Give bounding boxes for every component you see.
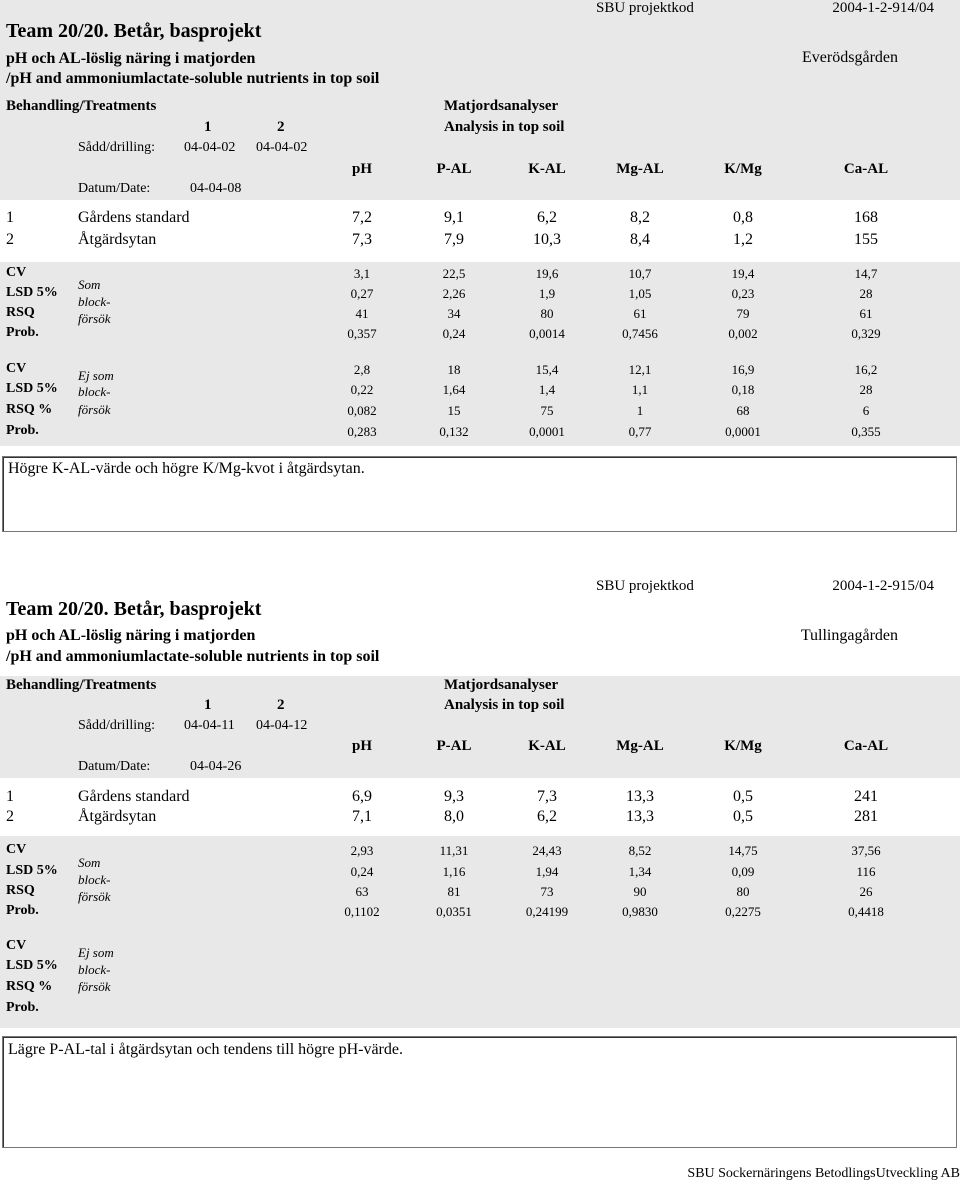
design-label: block- [78, 294, 111, 309]
stat-cell: 0,77 [628, 424, 652, 439]
col-number-2: 2 [277, 697, 285, 713]
value-cell: 8,4 [630, 231, 650, 248]
treatment-number: 2 [6, 231, 14, 248]
stat-cell: 11,31 [439, 843, 469, 858]
date-label: Datum/Date: [78, 759, 151, 774]
comment-box [2, 1036, 957, 1148]
stat-cell: 14,75 [728, 843, 758, 858]
stat-cell: 0,2275 [725, 904, 761, 919]
design-label: block- [78, 872, 111, 887]
header-k-al: K-AL [528, 161, 566, 177]
stat-cell: 19,6 [535, 266, 559, 281]
stat-cell: 0,0351 [436, 904, 472, 919]
stat-cell: 0,002 [728, 326, 758, 341]
stat-cell: 2,26 [442, 286, 466, 301]
stat-label: Prob. [6, 1000, 39, 1015]
subtitle-en: /pH and ammoniumlactate-soluble nutrients in top soil [6, 70, 380, 87]
design-label: Ej som [78, 945, 114, 960]
stat-label: Prob. [6, 903, 39, 918]
stat-label: CV [6, 265, 27, 280]
treatment-number: 2 [6, 808, 14, 825]
stat-label: RSQ [6, 883, 35, 898]
stat-cell: 80 [540, 306, 554, 321]
stat-cell: 16,9 [731, 362, 755, 377]
stat-cell: 1,34 [628, 864, 652, 879]
analyses-subtitle: Analysis in top soil [444, 119, 565, 135]
stat-cell: 26 [859, 884, 873, 899]
stat-cell: 6 [862, 403, 870, 418]
treatment-number: 1 [6, 209, 14, 226]
stat-cell: 8,52 [628, 843, 652, 858]
header-mg-al: Mg-AL [616, 161, 664, 177]
stat-cell: 61 [633, 306, 647, 321]
value-cell: 10,3 [533, 231, 561, 248]
analysis-date: 04-04-08 [190, 181, 242, 196]
subtitle-sv: pH och AL-löslig näring i matjorden [6, 50, 256, 67]
value-cell: 8,0 [444, 808, 464, 825]
report-title: Team 20/20. Betår, basprojekt [6, 20, 262, 42]
header-ca-al: Ca-AL [843, 161, 889, 177]
project-code-value: 2004-1-2-914/04 [832, 0, 934, 16]
stat-cell: 0,24 [442, 326, 466, 341]
treatment-name: Gårdens standard [78, 209, 190, 226]
stat-cell: 0,132 [439, 424, 469, 439]
value-cell: 1,2 [733, 231, 753, 248]
col-number-2: 2 [277, 119, 285, 135]
stat-cell: 12,1 [628, 362, 652, 377]
stat-label: Prob. [6, 325, 39, 340]
stat-cell: 80 [736, 884, 750, 899]
value-cell: 0,5 [733, 788, 753, 805]
stat-cell: 1,16 [442, 864, 466, 879]
analysis-date: 04-04-26 [190, 759, 242, 774]
value-cell: 7,3 [352, 231, 372, 248]
header-ph: pH [351, 738, 372, 754]
value-cell: 0,5 [733, 808, 753, 825]
header-k-mg: K/Mg [724, 738, 762, 754]
value-cell: 9,3 [444, 788, 464, 805]
subtitle-en: /pH and ammoniumlactate-soluble nutrients in top soil [6, 648, 380, 665]
stat-cell: 10,7 [628, 266, 652, 281]
stat-cell: 2,8 [353, 362, 371, 377]
stat-cell: 0,082 [347, 403, 377, 418]
stat-cell: 0,27 [350, 286, 374, 301]
header-mg-al: Mg-AL [616, 738, 664, 754]
value-cell: 155 [854, 231, 878, 248]
project-code-label: SBU projektkod [596, 0, 694, 16]
col-number-1: 1 [204, 119, 212, 135]
stat-label: CV [6, 361, 27, 376]
treatment-name: Åtgärdsytan [78, 231, 157, 248]
sowing-date-1: 04-04-02 [184, 140, 236, 155]
treatments-label: Behandling/Treatments [6, 677, 157, 693]
treatment-name: Gårdens standard [78, 788, 190, 805]
stat-cell: 0,23 [731, 286, 755, 301]
stat-label: LSD 5% [6, 958, 58, 973]
stat-cell: 75 [540, 403, 554, 418]
stat-cell: 0,09 [731, 864, 755, 879]
col-number-1: 1 [204, 697, 212, 713]
design-label: Som [78, 277, 101, 292]
farm-name: Tullingagården [800, 627, 898, 644]
project-code-label: SBU projektkod [596, 578, 694, 594]
header-k-al: K-AL [528, 738, 566, 754]
stat-label: LSD 5% [6, 285, 58, 300]
header-p-al: P-AL [436, 161, 472, 177]
stat-label: Prob. [6, 423, 39, 438]
value-cell: 13,3 [626, 788, 654, 805]
stat-cell: 0,0001 [725, 424, 761, 439]
value-cell: 7,2 [352, 209, 372, 226]
footer-company: SBU Sockernäringens BetodlingsUtveckling AB [687, 1166, 960, 1181]
stat-cell: 90 [633, 884, 647, 899]
design-label: försök [78, 979, 111, 994]
value-cell: 7,3 [537, 788, 557, 805]
subtitle-sv: pH och AL-löslig näring i matjorden [6, 627, 256, 644]
stat-cell: 1,05 [628, 286, 652, 301]
design-label: Som [78, 855, 101, 870]
value-cell: 7,9 [444, 231, 464, 248]
date-label: Datum/Date: [78, 181, 151, 196]
design-label: försök [78, 889, 111, 904]
stat-cell: 63 [355, 884, 369, 899]
value-cell: 6,2 [537, 209, 557, 226]
header-ph: pH [351, 161, 372, 177]
value-cell: 168 [854, 209, 878, 226]
stat-cell: 0,24199 [525, 904, 569, 919]
stat-label: LSD 5% [6, 381, 58, 396]
sowing-date-1: 04-04-11 [184, 718, 235, 733]
stat-cell: 116 [856, 864, 876, 879]
stat-cell: 1,64 [442, 382, 466, 397]
stat-cell: 28 [859, 286, 873, 301]
value-cell: 13,3 [626, 808, 654, 825]
stat-cell: 1,4 [538, 382, 556, 397]
sowing-date-2: 04-04-12 [256, 718, 308, 733]
stat-cell: 34 [447, 306, 461, 321]
stat-cell: 41 [355, 306, 369, 321]
stat-cell: 0,0014 [529, 326, 565, 341]
stat-cell: 3,1 [353, 266, 371, 281]
sowing-label: Sådd/drilling: [78, 718, 155, 733]
stat-label: LSD 5% [6, 863, 58, 878]
comment-text: Högre K-AL-värde och högre K/Mg-kvot i åtgärdsytan. [8, 460, 365, 477]
stat-cell: 1 [636, 403, 644, 418]
design-label: Ej som [78, 368, 114, 383]
header-p-al: P-AL [436, 738, 472, 754]
comment-box [2, 456, 957, 532]
stat-cell: 14,7 [854, 266, 878, 281]
design-label: block- [78, 962, 111, 977]
stat-cell: 18 [447, 362, 461, 377]
value-cell: 241 [854, 788, 878, 805]
stat-cell: 19,4 [731, 266, 755, 281]
value-cell: 7,1 [352, 808, 372, 825]
stat-cell: 0,355 [851, 424, 881, 439]
stat-cell: 73 [540, 884, 554, 899]
header-k-mg: K/Mg [724, 161, 762, 177]
stat-cell: 0,24 [350, 864, 374, 879]
stat-cell: 81 [447, 884, 461, 899]
value-cell: 9,1 [444, 209, 464, 226]
stat-cell: 0,0001 [529, 424, 565, 439]
stat-cell: 0,9830 [622, 904, 658, 919]
stat-label: CV [6, 842, 27, 857]
stat-cell: 15 [447, 403, 461, 418]
value-cell: 0,8 [733, 209, 753, 226]
value-cell: 281 [854, 808, 878, 825]
analyses-title: Matjordsanalyser [444, 98, 559, 114]
value-cell: 6,2 [537, 808, 557, 825]
farm-name: Everödsgården [802, 49, 898, 66]
stat-cell: 0,357 [347, 326, 377, 341]
stat-cell: 79 [736, 306, 750, 321]
treatment-name: Åtgärdsytan [78, 808, 157, 825]
stat-cell: 37,56 [851, 843, 881, 858]
design-label: försök [78, 402, 111, 417]
stat-cell: 1,94 [535, 864, 559, 879]
stat-label: RSQ % [6, 979, 53, 994]
stat-label: CV [6, 938, 27, 953]
sowing-label: Sådd/drilling: [78, 140, 155, 155]
stat-cell: 0,283 [347, 424, 377, 439]
stat-cell: 0,1102 [344, 904, 380, 919]
stat-label: RSQ [6, 305, 35, 320]
stat-cell: 61 [859, 306, 873, 321]
report-title: Team 20/20. Betår, basprojekt [6, 598, 262, 620]
design-label: försök [78, 311, 111, 326]
stat-cell: 1,9 [538, 286, 556, 301]
header-ca-al: Ca-AL [843, 738, 889, 754]
treatment-number: 1 [6, 788, 14, 805]
design-label: block- [78, 384, 111, 399]
stat-cell: 0,7456 [622, 326, 658, 341]
value-cell: 8,2 [630, 209, 650, 226]
comment-text: Lägre P-AL-tal i åtgärdsytan och tendens till högre pH-värde. [8, 1041, 403, 1058]
stat-cell: 22,5 [442, 266, 466, 281]
stat-label: RSQ % [6, 402, 53, 417]
analyses-title: Matjordsanalyser [444, 677, 559, 693]
treatments-label: Behandling/Treatments [6, 98, 157, 114]
stat-cell: 0,329 [851, 326, 881, 341]
stat-cell: 0,4418 [848, 904, 884, 919]
sowing-date-2: 04-04-02 [256, 140, 308, 155]
stat-cell: 0,22 [350, 382, 374, 397]
stat-cell: 2,93 [350, 843, 374, 858]
analyses-subtitle: Analysis in top soil [444, 697, 565, 713]
stat-cell: 24,43 [532, 843, 562, 858]
stat-cell: 68 [736, 403, 750, 418]
project-code-value: 2004-1-2-915/04 [832, 578, 934, 594]
value-cell: 6,9 [352, 788, 372, 805]
stat-cell: 15,4 [535, 362, 559, 377]
stat-cell: 1,1 [631, 382, 649, 397]
stat-cell: 0,18 [731, 382, 755, 397]
stat-cell: 16,2 [854, 362, 878, 377]
stat-cell: 28 [859, 382, 873, 397]
